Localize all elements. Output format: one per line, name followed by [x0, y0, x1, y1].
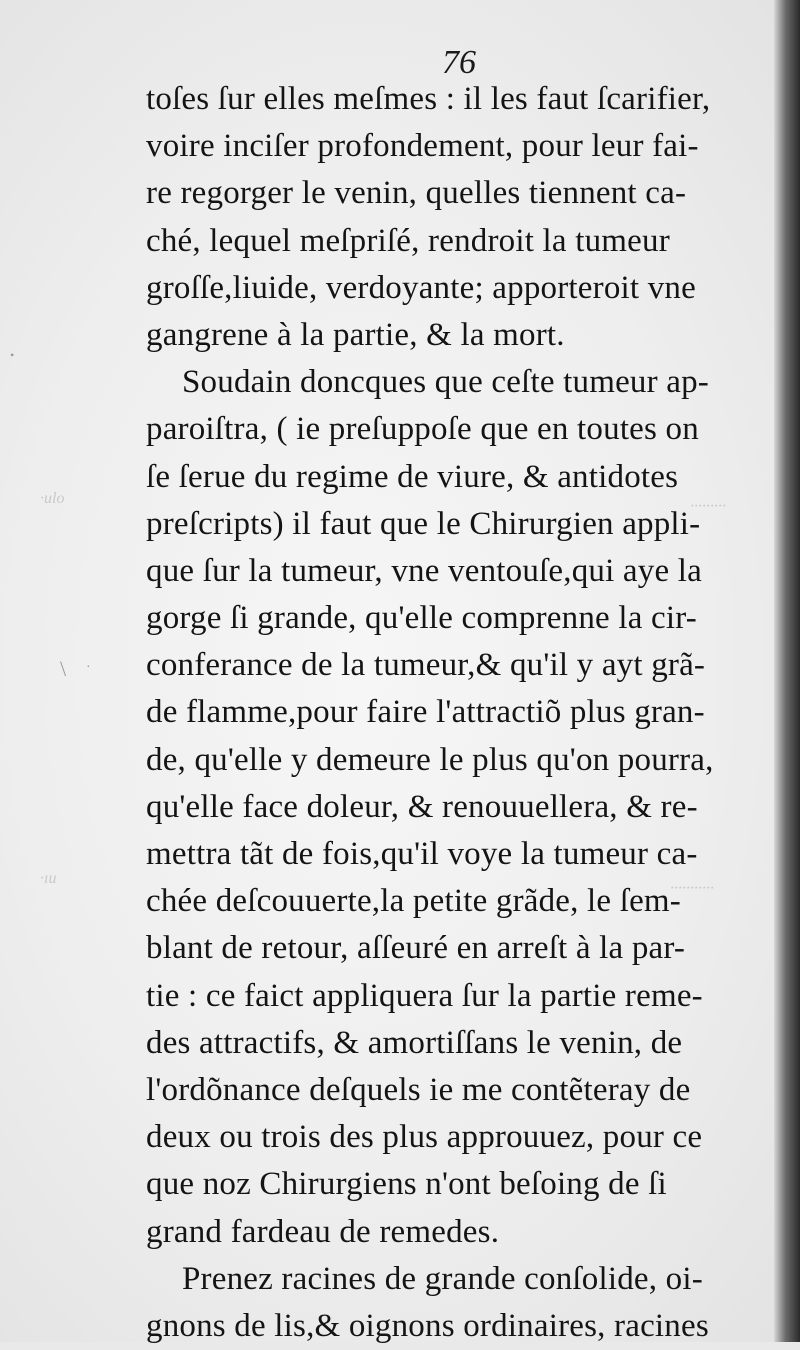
text-line: Soudain doncques que ceſte tumeur ap- — [182, 364, 709, 401]
text-line: blant de retour, aſſeuré en arreſt à la par- — [146, 930, 686, 967]
text-line: gangrene à la partie, & la mort. — [146, 316, 565, 353]
text-line: mettra tãt de fois,qu'il voye la tumeur ca- — [146, 836, 698, 872]
text-line: ſe ſerue du regime de viure, & antidotes — [146, 458, 679, 495]
text-line: des attractifs, & amortiſſans le venin, de — [146, 1024, 683, 1061]
text-line: gorge ſi grande, qu'elle comprenne la cir- — [146, 600, 697, 637]
text-line: preſcripts) il faut que le Chirurgien appli- — [146, 505, 701, 542]
margin-mark: \ — [60, 656, 67, 681]
margin-mark: • — [10, 348, 15, 362]
page-body — [146, 76, 778, 1350]
text-line: chée deſcouuerte,la petite grãde, le ſem- — [146, 883, 681, 920]
text-line: que ſur la tumeur, vne ventouſe,qui aye la — [146, 552, 702, 589]
text-line: grand fardeau de remedes. — [146, 1213, 500, 1250]
text-line: de flamme,pour faire l'attractiõ plus gran- — [146, 694, 705, 731]
text-line: qu'elle face doleur, & renouuellera, & re- — [146, 788, 698, 825]
text-line: Prenez racines de grande conſolide, oi- — [182, 1260, 703, 1297]
text-line: voire inciſer profondement, pour leur fai- — [146, 128, 699, 165]
text-line: ché, lequel meſpriſé, rendroit la tumeur — [146, 222, 670, 259]
text-line: paroiſtra, ( ie preſuppoſe que en toutes on — [146, 411, 699, 448]
bleed-through-text: ·ıu — [40, 870, 57, 887]
text-line: tie : ce faict appliquera ſur la partie reme- — [146, 977, 703, 1014]
bleed-through-text: ··········· — [670, 880, 714, 897]
text-line: toſes ſur elles meſmes : il les faut ſcarifier, — [146, 81, 711, 117]
text-line: de, qu'elle y demeure le plus qu'on pourra, — [146, 741, 714, 778]
text-line: conferance de la tumeur,& qu'il y ayt grã- — [146, 647, 706, 684]
text-line: gnons de lis,& oignons ordinaires, racines — [146, 1307, 709, 1344]
bleed-through-text: ········· — [690, 498, 726, 515]
text-line: groſſe,liuide, verdoyante; apporteroit vne — [146, 269, 696, 306]
bleed-through-text: ·ulo — [40, 490, 65, 507]
margin-mark: · — [86, 660, 91, 675]
text-line: re regorger le venin, quelles tiennent ca- — [146, 175, 687, 212]
text-line: l'ordõnance deſquels ie me contẽteray de — [146, 1071, 691, 1108]
text-line: deux ou trois des plus approuuez, pour ce — [146, 1119, 703, 1156]
text-line: que noz Chirurgiens n'ont beſoing de ſi — [146, 1166, 667, 1203]
page-number: 76 — [442, 44, 476, 81]
